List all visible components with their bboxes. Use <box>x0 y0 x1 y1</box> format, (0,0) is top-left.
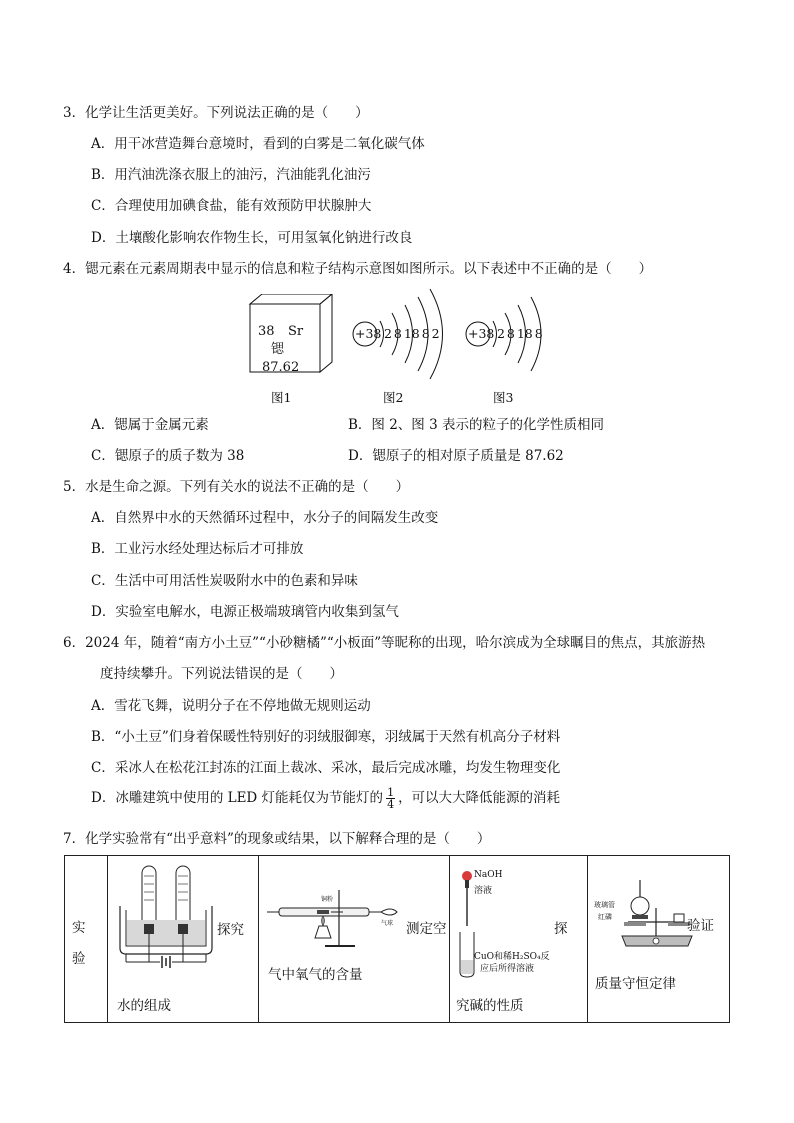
exp4-cell <box>588 856 730 1023</box>
element-number: 38 <box>258 324 275 339</box>
fig3-nucleus: +38 <box>468 326 495 341</box>
fig2-label: 图2 <box>383 390 404 405</box>
q6-stem-line2: 度持续攀升。下列说法错误的是（ ） <box>100 666 343 682</box>
exp1-text-a: 探究 <box>217 922 244 938</box>
q3-option-d: D．土壤酸化影响农作物生长，可用氢氧化钠进行改良 <box>91 230 413 246</box>
exp3-label-cuo: CuO和稀H₂SO₄反 <box>474 952 550 962</box>
fig3-shells: 2 8 18 8 <box>497 326 543 341</box>
exp4-label-glass-tube: 玻璃管 <box>594 901 615 909</box>
q5-option-b: B．工业污水经处理达标后才可排放 <box>91 541 304 557</box>
row-header-1: 实 <box>72 920 86 936</box>
exp3-label-result: 应后所得溶液 <box>480 964 535 974</box>
exp4-text-b: 质量守恒定律 <box>595 976 676 992</box>
q3-option-c: C．合理使用加碘食盐，能有效预防甲状腺肿大 <box>91 198 372 214</box>
q5-option-d: D．实验室电解水，电源正极端玻璃管内收集到氢气 <box>91 604 399 620</box>
exp2-text-b: 气中氧气的含量 <box>268 967 363 983</box>
q6-option-c: C．采冰人在松花江封冻的江面上裁冰、采冰，最后完成冰雕，均发生物理变化 <box>91 760 561 776</box>
exp1-text-b: 水的组成 <box>117 998 171 1014</box>
exp1-cell <box>108 856 259 1023</box>
exp4-label-red-phosphorus: 红磷 <box>598 913 612 921</box>
exp4-text-a: 验证 <box>687 918 714 934</box>
exp2-label-copper: 铜粉 <box>321 896 334 903</box>
q4-option-d: D．锶原子的相对原子质量是 87.62 <box>348 448 564 464</box>
q4-stem: 4．锶元素在元素周期表中显示的信息和粒子结构示意图如图所示。以下表述中不正确的是（ ） <box>63 261 653 277</box>
fig1-label: 图1 <box>271 390 292 405</box>
fig3-label: 图3 <box>493 390 514 405</box>
balance-apparatus-illustration <box>618 878 698 952</box>
q5-stem: 5．水是生命之源。下列有关水的说法不正确的是（ ） <box>63 479 410 495</box>
row-header-cell <box>65 856 108 1023</box>
exp3-label-naoh: NaOH <box>474 870 503 880</box>
q6-stem-line1: 6．2024 年，随着“南方小土豆”“小砂糖橘”“小板面”等昵称的出现，哈尔滨成为全球瞩目的焦点，其旅游热 <box>63 635 706 651</box>
fraction-numerator: 1 <box>387 786 395 799</box>
fraction-one-quarter <box>386 787 395 810</box>
q7-stem: 7．化学实验常有“出乎意料”的现象或结果，以下解释合理的是（ ） <box>63 831 491 847</box>
exp2-label-balloon: 气球 <box>381 920 394 927</box>
fig2-nucleus: +38 <box>355 326 382 341</box>
exp3-label-solution: 溶液 <box>474 886 493 896</box>
exp3-text-a: 探 <box>554 921 568 937</box>
element-symbol: Sr <box>288 324 304 339</box>
q6-option-d-pre: D．冰雕建筑中使用的 LED 灯能耗仅为节能灯的 <box>91 790 384 806</box>
exp2-cell <box>259 856 450 1023</box>
q3-option-a: A．用干冰营造舞台意境时，看到的白雾是二氧化碳气体 <box>91 136 425 152</box>
q6-option-d <box>91 787 560 810</box>
q6-option-b: B．“小土豆”们身着保暖性特别好的羽绒服御寒，羽绒属于天然有机高分子材料 <box>91 729 561 745</box>
q5-option-c: C．生活中可用活性炭吸附水中的色素和异味 <box>91 573 358 589</box>
exp3-cell <box>450 856 588 1023</box>
fraction-denominator: 4 <box>387 798 395 811</box>
q4-option-b: B．图 2、图 3 表示的粒子的化学性质相同 <box>348 417 604 433</box>
q6-option-a: A．雪花飞舞，说明分子在不停地做无规则运动 <box>91 698 371 714</box>
q6-option-d-post: ，可以大大降低能源的消耗 <box>398 790 561 806</box>
q5-option-a: A．自然界中水的天然循环过程中，水分子的间隔发生改变 <box>91 510 439 526</box>
exp2-text-a: 测定空 <box>406 921 447 937</box>
q4-option-a: A．锶属于金属元素 <box>91 417 209 433</box>
element-mass: 87.62 <box>262 360 300 375</box>
q7-experiment-table <box>64 855 730 1023</box>
q3-stem: 3．化学让生活更美好。下列说法正确的是（ ） <box>63 105 369 121</box>
fig2-shells: 2 8 18 8 2 <box>384 326 440 341</box>
row-header-2: 验 <box>72 951 86 967</box>
exp3-text-b: 究碱的性质 <box>456 998 524 1014</box>
q4-option-c: C．锶原子的质子数为 38 <box>91 448 245 464</box>
q3-option-b: B．用汽油洗涤衣服上的油污，汽油能乳化油污 <box>91 167 371 183</box>
element-name: 锶 <box>271 342 285 357</box>
electrolysis-apparatus-illustration <box>114 862 214 980</box>
